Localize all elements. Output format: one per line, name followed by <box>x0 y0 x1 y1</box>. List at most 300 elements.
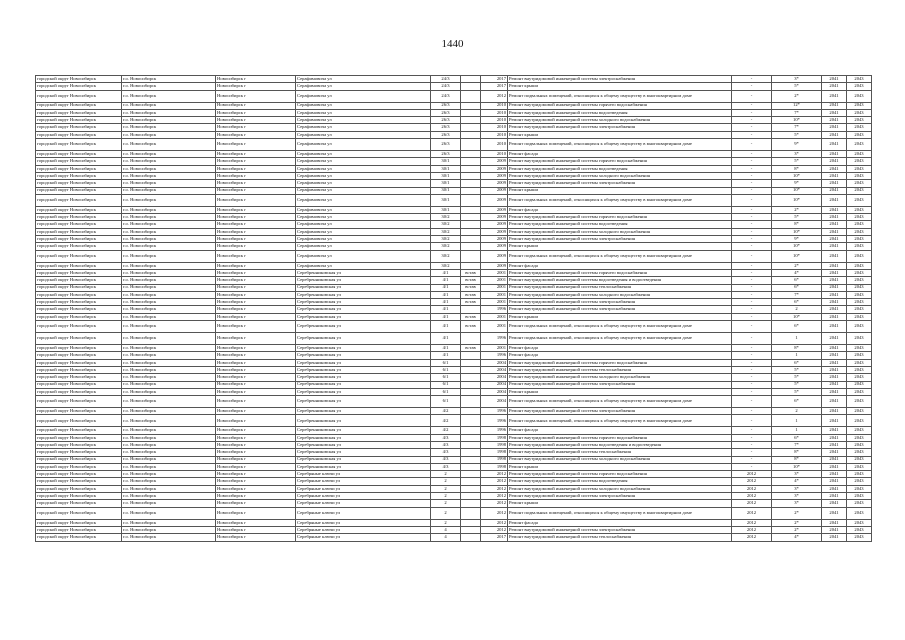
municipality-cell: городской округ Новосибирск <box>36 507 122 519</box>
end-year-cell: 2043 <box>847 299 872 306</box>
end-year-cell: 2043 <box>847 277 872 284</box>
street-cell: Серебренниковская ул <box>296 427 431 434</box>
building-note-cell <box>461 493 481 500</box>
house-number-cell: 6/1 <box>431 396 461 408</box>
work-type-cell: Ремонт подвальных помещений, относящихся к общему имуществу в многоквартирном доме <box>508 321 732 333</box>
house-number-cell: 4/1 <box>431 299 461 306</box>
building-note-cell <box>461 463 481 470</box>
work-type-cell: Ремонт подвальных помещений, относящихся к общему имуществу в многоквартирном доме <box>508 250 732 262</box>
start-year-cell: 2041 <box>822 102 847 109</box>
table-row <box>36 471 872 478</box>
work-type-cell: Ремонт внутридомовой инженерной системы горячего водоснабжения <box>508 434 732 441</box>
building-note-cell <box>461 228 481 235</box>
work-type-cell: Ремонт фасада <box>508 206 732 213</box>
table-row <box>36 139 872 151</box>
last-repair-year-cell: - <box>732 243 772 250</box>
start-year-cell: 2041 <box>822 374 847 381</box>
settlement-cell: Новосибирск г <box>216 139 296 151</box>
work-type-cell: Ремонт внутридомовой инженерной системы теплоснабжения <box>508 284 732 291</box>
work-type-cell: Ремонт подвальных помещений, относящихся к общему имуществу в многоквартирном доме <box>508 415 732 427</box>
cost-indicator-cell: 2* <box>772 206 822 213</box>
work-type-cell: Ремонт внутридомовой инженерной системы электроснабжения <box>508 180 732 187</box>
building-note-cell <box>461 243 481 250</box>
street-cell: Серафимовича ул <box>296 158 431 165</box>
year-cell: 2004 <box>481 388 508 395</box>
city-district-cell: г.о. Новосибирск <box>122 228 216 235</box>
municipality-cell: городской округ Новосибирск <box>36 471 122 478</box>
municipality-cell: городской округ Новосибирск <box>36 172 122 179</box>
start-year-cell: 2041 <box>822 76 847 83</box>
street-cell: Серебряные ключи ул <box>296 507 431 519</box>
year-cell: 2010 <box>481 131 508 138</box>
city-district-cell: г.о. Новосибирск <box>122 76 216 83</box>
street-cell: Серебряные ключи ул <box>296 478 431 485</box>
building-note-cell <box>461 306 481 313</box>
settlement-cell: Новосибирск г <box>216 117 296 124</box>
building-note-cell <box>461 434 481 441</box>
house-number-cell: 26/3 <box>431 109 461 116</box>
city-district-cell: г.о. Новосибирск <box>122 321 216 333</box>
municipality-cell: городской округ Новосибирск <box>36 396 122 408</box>
cost-indicator-cell: 3* <box>772 500 822 507</box>
city-district-cell: г.о. Новосибирск <box>122 493 216 500</box>
cost-indicator-cell: 10* <box>772 117 822 124</box>
municipality-cell: городской округ Новосибирск <box>36 83 122 90</box>
city-district-cell: г.о. Новосибирск <box>122 388 216 395</box>
last-repair-year-cell: - <box>732 333 772 345</box>
cost-indicator-cell: 2* <box>772 507 822 519</box>
table-row <box>36 277 872 284</box>
municipality-cell: городской округ Новосибирск <box>36 333 122 345</box>
work-type-cell: Ремонт подвальных помещений, относящихся к общему имуществу в многоквартирном доме <box>508 90 732 102</box>
start-year-cell: 2041 <box>822 441 847 448</box>
municipality-cell: городской округ Новосибирск <box>36 427 122 434</box>
municipality-cell: городской округ Новосибирск <box>36 321 122 333</box>
start-year-cell: 2041 <box>822 456 847 463</box>
cost-indicator-cell: 8* <box>772 221 822 228</box>
year-cell: 2012 <box>481 507 508 519</box>
settlement-cell: Новосибирск г <box>216 165 296 172</box>
end-year-cell: 2043 <box>847 158 872 165</box>
house-number-cell: 6/1 <box>431 359 461 366</box>
start-year-cell: 2041 <box>822 493 847 500</box>
year-cell: 2001 <box>481 277 508 284</box>
settlement-cell: Новосибирск г <box>216 221 296 228</box>
city-district-cell: г.о. Новосибирск <box>122 206 216 213</box>
city-district-cell: г.о. Новосибирск <box>122 165 216 172</box>
municipality-cell: городской округ Новосибирск <box>36 449 122 456</box>
last-repair-year-cell: - <box>732 381 772 388</box>
municipality-cell: городской округ Новосибирск <box>36 519 122 526</box>
work-type-cell: Ремонт фасада <box>508 519 732 526</box>
year-cell: 2010 <box>481 109 508 116</box>
city-district-cell: г.о. Новосибирск <box>122 187 216 194</box>
house-number-cell: 26/3 <box>431 151 461 158</box>
municipality-cell: городской округ Новосибирск <box>36 388 122 395</box>
table-row <box>36 449 872 456</box>
table-row <box>36 427 872 434</box>
street-cell: Серафимовича ул <box>296 214 431 221</box>
house-number-cell: 2 <box>431 493 461 500</box>
city-district-cell: г.о. Новосибирск <box>122 427 216 434</box>
settlement-cell: Новосибирск г <box>216 381 296 388</box>
city-district-cell: г.о. Новосибирск <box>122 117 216 124</box>
house-number-cell: 30/1 <box>431 180 461 187</box>
start-year-cell: 2041 <box>822 291 847 298</box>
last-repair-year-cell: - <box>732 165 772 172</box>
work-type-cell: Ремонт крыши <box>508 463 732 470</box>
table-row <box>36 507 872 519</box>
start-year-cell: 2041 <box>822 388 847 395</box>
building-note-cell <box>461 500 481 507</box>
end-year-cell: 2043 <box>847 519 872 526</box>
last-repair-year-cell: - <box>732 124 772 131</box>
start-year-cell: 2041 <box>822 139 847 151</box>
cost-indicator-cell: 9* <box>772 236 822 243</box>
last-repair-year-cell: - <box>732 139 772 151</box>
street-cell: Серебренниковская ул <box>296 306 431 313</box>
end-year-cell: 2043 <box>847 187 872 194</box>
table-row <box>36 321 872 333</box>
year-cell: 2001 <box>481 269 508 276</box>
building-note-cell <box>461 333 481 345</box>
table-row <box>36 76 872 83</box>
street-cell: Серебренниковская ул <box>296 408 431 415</box>
street-cell: Серафимовича ул <box>296 109 431 116</box>
house-number-cell: 4 <box>431 526 461 533</box>
last-repair-year-cell: - <box>732 291 772 298</box>
year-cell: 1996 <box>481 427 508 434</box>
last-repair-year-cell: - <box>732 306 772 313</box>
house-number-cell: 24/3 <box>431 76 461 83</box>
building-note-cell: встав <box>461 299 481 306</box>
municipality-cell: городской округ Новосибирск <box>36 493 122 500</box>
municipality-cell: городской округ Новосибирск <box>36 262 122 269</box>
last-repair-year-cell: - <box>732 90 772 102</box>
last-repair-year-cell: 2012 <box>732 493 772 500</box>
year-cell: 2012 <box>481 519 508 526</box>
building-note-cell <box>461 374 481 381</box>
work-type-cell: Ремонт внутридомовой инженерной системы холодного водоснабжения <box>508 485 732 492</box>
cost-indicator-cell: 10* <box>772 313 822 320</box>
building-note-cell <box>461 381 481 388</box>
municipality-cell: городской округ Новосибирск <box>36 284 122 291</box>
work-type-cell: Ремонт внутридомовой инженерной системы холодного водоснабжения <box>508 374 732 381</box>
street-cell: Серебренниковская ул <box>296 345 431 352</box>
street-cell: Серафимовича ул <box>296 221 431 228</box>
settlement-cell: Новосибирск г <box>216 291 296 298</box>
work-type-cell: Ремонт внутридомовой инженерной системы горячего водоснабжения <box>508 359 732 366</box>
cost-indicator-cell: 4* <box>772 269 822 276</box>
work-type-cell: Ремонт внутридомовой инженерной системы холодного водоснабжения <box>508 172 732 179</box>
work-type-cell: Ремонт подвальных помещений, относящихся к общему имуществу в многоквартирном доме <box>508 333 732 345</box>
house-number-cell: 26/3 <box>431 102 461 109</box>
street-cell: Серафимовича ул <box>296 102 431 109</box>
end-year-cell: 2043 <box>847 139 872 151</box>
house-number-cell: 4/1 <box>431 321 461 333</box>
city-district-cell: г.о. Новосибирск <box>122 180 216 187</box>
work-type-cell: Ремонт внутридомовой инженерной системы водоотведения <box>508 478 732 485</box>
settlement-cell: Новосибирск г <box>216 206 296 213</box>
cost-indicator-cell: 3* <box>772 76 822 83</box>
start-year-cell: 2041 <box>822 471 847 478</box>
year-cell: 2009 <box>481 228 508 235</box>
last-repair-year-cell: - <box>732 221 772 228</box>
table-row <box>36 250 872 262</box>
house-number-cell: 4/1 <box>431 313 461 320</box>
table-row <box>36 415 872 427</box>
municipality-cell: городской округ Новосибирск <box>36 374 122 381</box>
municipality-cell: городской округ Новосибирск <box>36 180 122 187</box>
municipality-cell: городской округ Новосибирск <box>36 306 122 313</box>
table-row <box>36 345 872 352</box>
end-year-cell: 2043 <box>847 441 872 448</box>
cost-indicator-cell: 8* <box>772 449 822 456</box>
building-note-cell <box>461 366 481 373</box>
start-year-cell: 2041 <box>822 408 847 415</box>
settlement-cell: Новосибирск г <box>216 306 296 313</box>
municipality-cell: городской округ Новосибирск <box>36 463 122 470</box>
table-row <box>36 236 872 243</box>
cost-indicator-cell: 2 <box>772 408 822 415</box>
work-type-cell: Ремонт внутридомовой инженерной системы электроснабжения <box>508 408 732 415</box>
start-year-cell: 2041 <box>822 449 847 456</box>
building-note-cell <box>461 359 481 366</box>
table-row <box>36 131 872 138</box>
last-repair-year-cell: - <box>732 172 772 179</box>
house-number-cell: 30/2 <box>431 214 461 221</box>
cost-indicator-cell: 2 <box>772 306 822 313</box>
settlement-cell: Новосибирск г <box>216 262 296 269</box>
house-number-cell: 4/3 <box>431 456 461 463</box>
end-year-cell: 2043 <box>847 333 872 345</box>
end-year-cell: 2043 <box>847 221 872 228</box>
cost-indicator-cell: 5* <box>772 381 822 388</box>
building-note-cell <box>461 478 481 485</box>
last-repair-year-cell: - <box>732 321 772 333</box>
cost-indicator-cell: 8* <box>772 345 822 352</box>
end-year-cell: 2043 <box>847 172 872 179</box>
start-year-cell: 2041 <box>822 250 847 262</box>
house-number-cell: 26/3 <box>431 131 461 138</box>
street-cell: Серебренниковская ул <box>296 352 431 359</box>
cost-indicator-cell: 6* <box>772 299 822 306</box>
settlement-cell: Новосибирск г <box>216 214 296 221</box>
work-type-cell: Ремонт крыши <box>508 500 732 507</box>
start-year-cell: 2041 <box>822 478 847 485</box>
cost-indicator-cell: 10* <box>772 463 822 470</box>
cost-indicator-cell: 10* <box>772 187 822 194</box>
house-number-cell: 26/3 <box>431 139 461 151</box>
house-number-cell: 30/1 <box>431 206 461 213</box>
city-district-cell: г.о. Новосибирск <box>122 124 216 131</box>
settlement-cell: Новосибирск г <box>216 90 296 102</box>
settlement-cell: Новосибирск г <box>216 243 296 250</box>
cost-indicator-cell: 12* <box>772 102 822 109</box>
city-district-cell: г.о. Новосибирск <box>122 139 216 151</box>
end-year-cell: 2043 <box>847 381 872 388</box>
house-number-cell: 24/3 <box>431 90 461 102</box>
year-cell: 2012 <box>481 493 508 500</box>
municipality-cell: городской округ Новосибирск <box>36 165 122 172</box>
city-district-cell: г.о. Новосибирск <box>122 151 216 158</box>
end-year-cell: 2043 <box>847 534 872 541</box>
house-number-cell: 4/1 <box>431 284 461 291</box>
year-cell: 2009 <box>481 214 508 221</box>
building-note-cell <box>461 158 481 165</box>
last-repair-year-cell: - <box>732 228 772 235</box>
street-cell: Серебряные ключи ул <box>296 519 431 526</box>
street-cell: Серебренниковская ул <box>296 284 431 291</box>
last-repair-year-cell: - <box>732 374 772 381</box>
work-type-cell: Ремонт внутридомовой инженерной системы теплоснабжения <box>508 449 732 456</box>
city-district-cell: г.о. Новосибирск <box>122 449 216 456</box>
settlement-cell: Новосибирск г <box>216 415 296 427</box>
house-number-cell: 26/3 <box>431 124 461 131</box>
municipality-cell: городской округ Новосибирск <box>36 214 122 221</box>
settlement-cell: Новосибирск г <box>216 313 296 320</box>
last-repair-year-cell: 2012 <box>732 534 772 541</box>
work-type-cell: Ремонт внутридомовой инженерной системы холодного водоснабжения <box>508 291 732 298</box>
street-cell: Серафимовича ул <box>296 139 431 151</box>
settlement-cell: Новосибирск г <box>216 131 296 138</box>
start-year-cell: 2041 <box>822 415 847 427</box>
building-note-cell: встав <box>461 321 481 333</box>
start-year-cell: 2041 <box>822 381 847 388</box>
municipality-cell: городской округ Новосибирск <box>36 158 122 165</box>
building-note-cell <box>461 526 481 533</box>
year-cell: 2009 <box>481 180 508 187</box>
year-cell: 1998 <box>481 449 508 456</box>
end-year-cell: 2043 <box>847 434 872 441</box>
work-type-cell: Ремонт крыши <box>508 243 732 250</box>
settlement-cell: Новосибирск г <box>216 151 296 158</box>
start-year-cell: 2041 <box>822 352 847 359</box>
municipality-cell: городской округ Новосибирск <box>36 381 122 388</box>
end-year-cell: 2043 <box>847 345 872 352</box>
street-cell: Серебренниковская ул <box>296 321 431 333</box>
building-note-cell <box>461 408 481 415</box>
building-note-cell: встав <box>461 313 481 320</box>
municipality-cell: городской округ Новосибирск <box>36 269 122 276</box>
table-row <box>36 519 872 526</box>
house-number-cell: 6/1 <box>431 366 461 373</box>
last-repair-year-cell: 2012 <box>732 526 772 533</box>
work-type-cell: Ремонт фасада <box>508 151 732 158</box>
house-number-cell: 30/1 <box>431 158 461 165</box>
end-year-cell: 2043 <box>847 269 872 276</box>
table-row <box>36 478 872 485</box>
end-year-cell: 2043 <box>847 214 872 221</box>
end-year-cell: 2043 <box>847 206 872 213</box>
municipality-cell: городской округ Новосибирск <box>36 131 122 138</box>
cost-indicator-cell: 5* <box>772 366 822 373</box>
city-district-cell: г.о. Новосибирск <box>122 485 216 492</box>
work-type-cell: Ремонт крыши <box>508 83 732 90</box>
cost-indicator-cell: 5* <box>772 83 822 90</box>
street-cell: Серафимовича ул <box>296 83 431 90</box>
end-year-cell: 2043 <box>847 471 872 478</box>
year-cell: 2004 <box>481 366 508 373</box>
year-cell: 2017 <box>481 76 508 83</box>
municipality-cell: городской округ Новосибирск <box>36 526 122 533</box>
city-district-cell: г.о. Новосибирск <box>122 441 216 448</box>
start-year-cell: 2041 <box>822 165 847 172</box>
street-cell: Серебренниковская ул <box>296 359 431 366</box>
house-number-cell: 6/1 <box>431 381 461 388</box>
house-number-cell: 4/1 <box>431 306 461 313</box>
city-district-cell: г.о. Новосибирск <box>122 352 216 359</box>
city-district-cell: г.о. Новосибирск <box>122 243 216 250</box>
start-year-cell: 2041 <box>822 206 847 213</box>
city-district-cell: г.о. Новосибирск <box>122 102 216 109</box>
street-cell: Серебренниковская ул <box>296 381 431 388</box>
house-number-cell: 6/1 <box>431 374 461 381</box>
start-year-cell: 2041 <box>822 131 847 138</box>
settlement-cell: Новосибирск г <box>216 478 296 485</box>
last-repair-year-cell: - <box>732 313 772 320</box>
city-district-cell: г.о. Новосибирск <box>122 83 216 90</box>
house-number-cell: 2 <box>431 519 461 526</box>
street-cell: Серебренниковская ул <box>296 463 431 470</box>
end-year-cell: 2043 <box>847 109 872 116</box>
start-year-cell: 2041 <box>822 500 847 507</box>
street-cell: Серафимовича ул <box>296 243 431 250</box>
year-cell: 2009 <box>481 262 508 269</box>
work-type-cell: Ремонт внутридомовой инженерной системы горячего водоснабжения <box>508 102 732 109</box>
cost-indicator-cell: 3* <box>772 151 822 158</box>
settlement-cell: Новосибирск г <box>216 228 296 235</box>
year-cell: 2012 <box>481 90 508 102</box>
start-year-cell: 2041 <box>822 109 847 116</box>
work-type-cell: Ремонт внутридомовой инженерной системы горячего водоснабжения <box>508 471 732 478</box>
city-district-cell: г.о. Новосибирск <box>122 306 216 313</box>
street-cell: Серебренниковская ул <box>296 449 431 456</box>
work-type-cell: Ремонт фасада <box>508 345 732 352</box>
house-number-cell: 4/3 <box>431 434 461 441</box>
end-year-cell: 2043 <box>847 306 872 313</box>
cost-indicator-cell: 3* <box>772 471 822 478</box>
building-note-cell: встав <box>461 284 481 291</box>
house-number-cell: 2 <box>431 485 461 492</box>
work-type-cell: Ремонт внутридомовой инженерной системы электроснабжения <box>508 381 732 388</box>
house-number-cell: 4/2 <box>431 408 461 415</box>
end-year-cell: 2043 <box>847 180 872 187</box>
repair-schedule-table-container <box>35 75 871 542</box>
cost-indicator-cell: 1 <box>772 352 822 359</box>
street-cell: Серебренниковская ул <box>296 366 431 373</box>
start-year-cell: 2041 <box>822 187 847 194</box>
cost-indicator-cell: 6* <box>772 284 822 291</box>
last-repair-year-cell: 2012 <box>732 519 772 526</box>
work-type-cell: Ремонт фасада <box>508 262 732 269</box>
cost-indicator-cell: 1 <box>772 427 822 434</box>
city-district-cell: г.о. Новосибирск <box>122 534 216 541</box>
last-repair-year-cell: - <box>732 456 772 463</box>
table-row <box>36 165 872 172</box>
cost-indicator-cell: 7* <box>772 109 822 116</box>
year-cell: 2009 <box>481 158 508 165</box>
house-number-cell: 4/3 <box>431 449 461 456</box>
settlement-cell: Новосибирск г <box>216 284 296 291</box>
settlement-cell: Новосибирск г <box>216 507 296 519</box>
street-cell: Серебренниковская ул <box>296 269 431 276</box>
cost-indicator-cell: 3* <box>772 493 822 500</box>
house-number-cell: 30/2 <box>431 250 461 262</box>
start-year-cell: 2041 <box>822 396 847 408</box>
work-type-cell: Ремонт внутридомовой инженерной системы электроснабжения <box>508 76 732 83</box>
table-row <box>36 221 872 228</box>
